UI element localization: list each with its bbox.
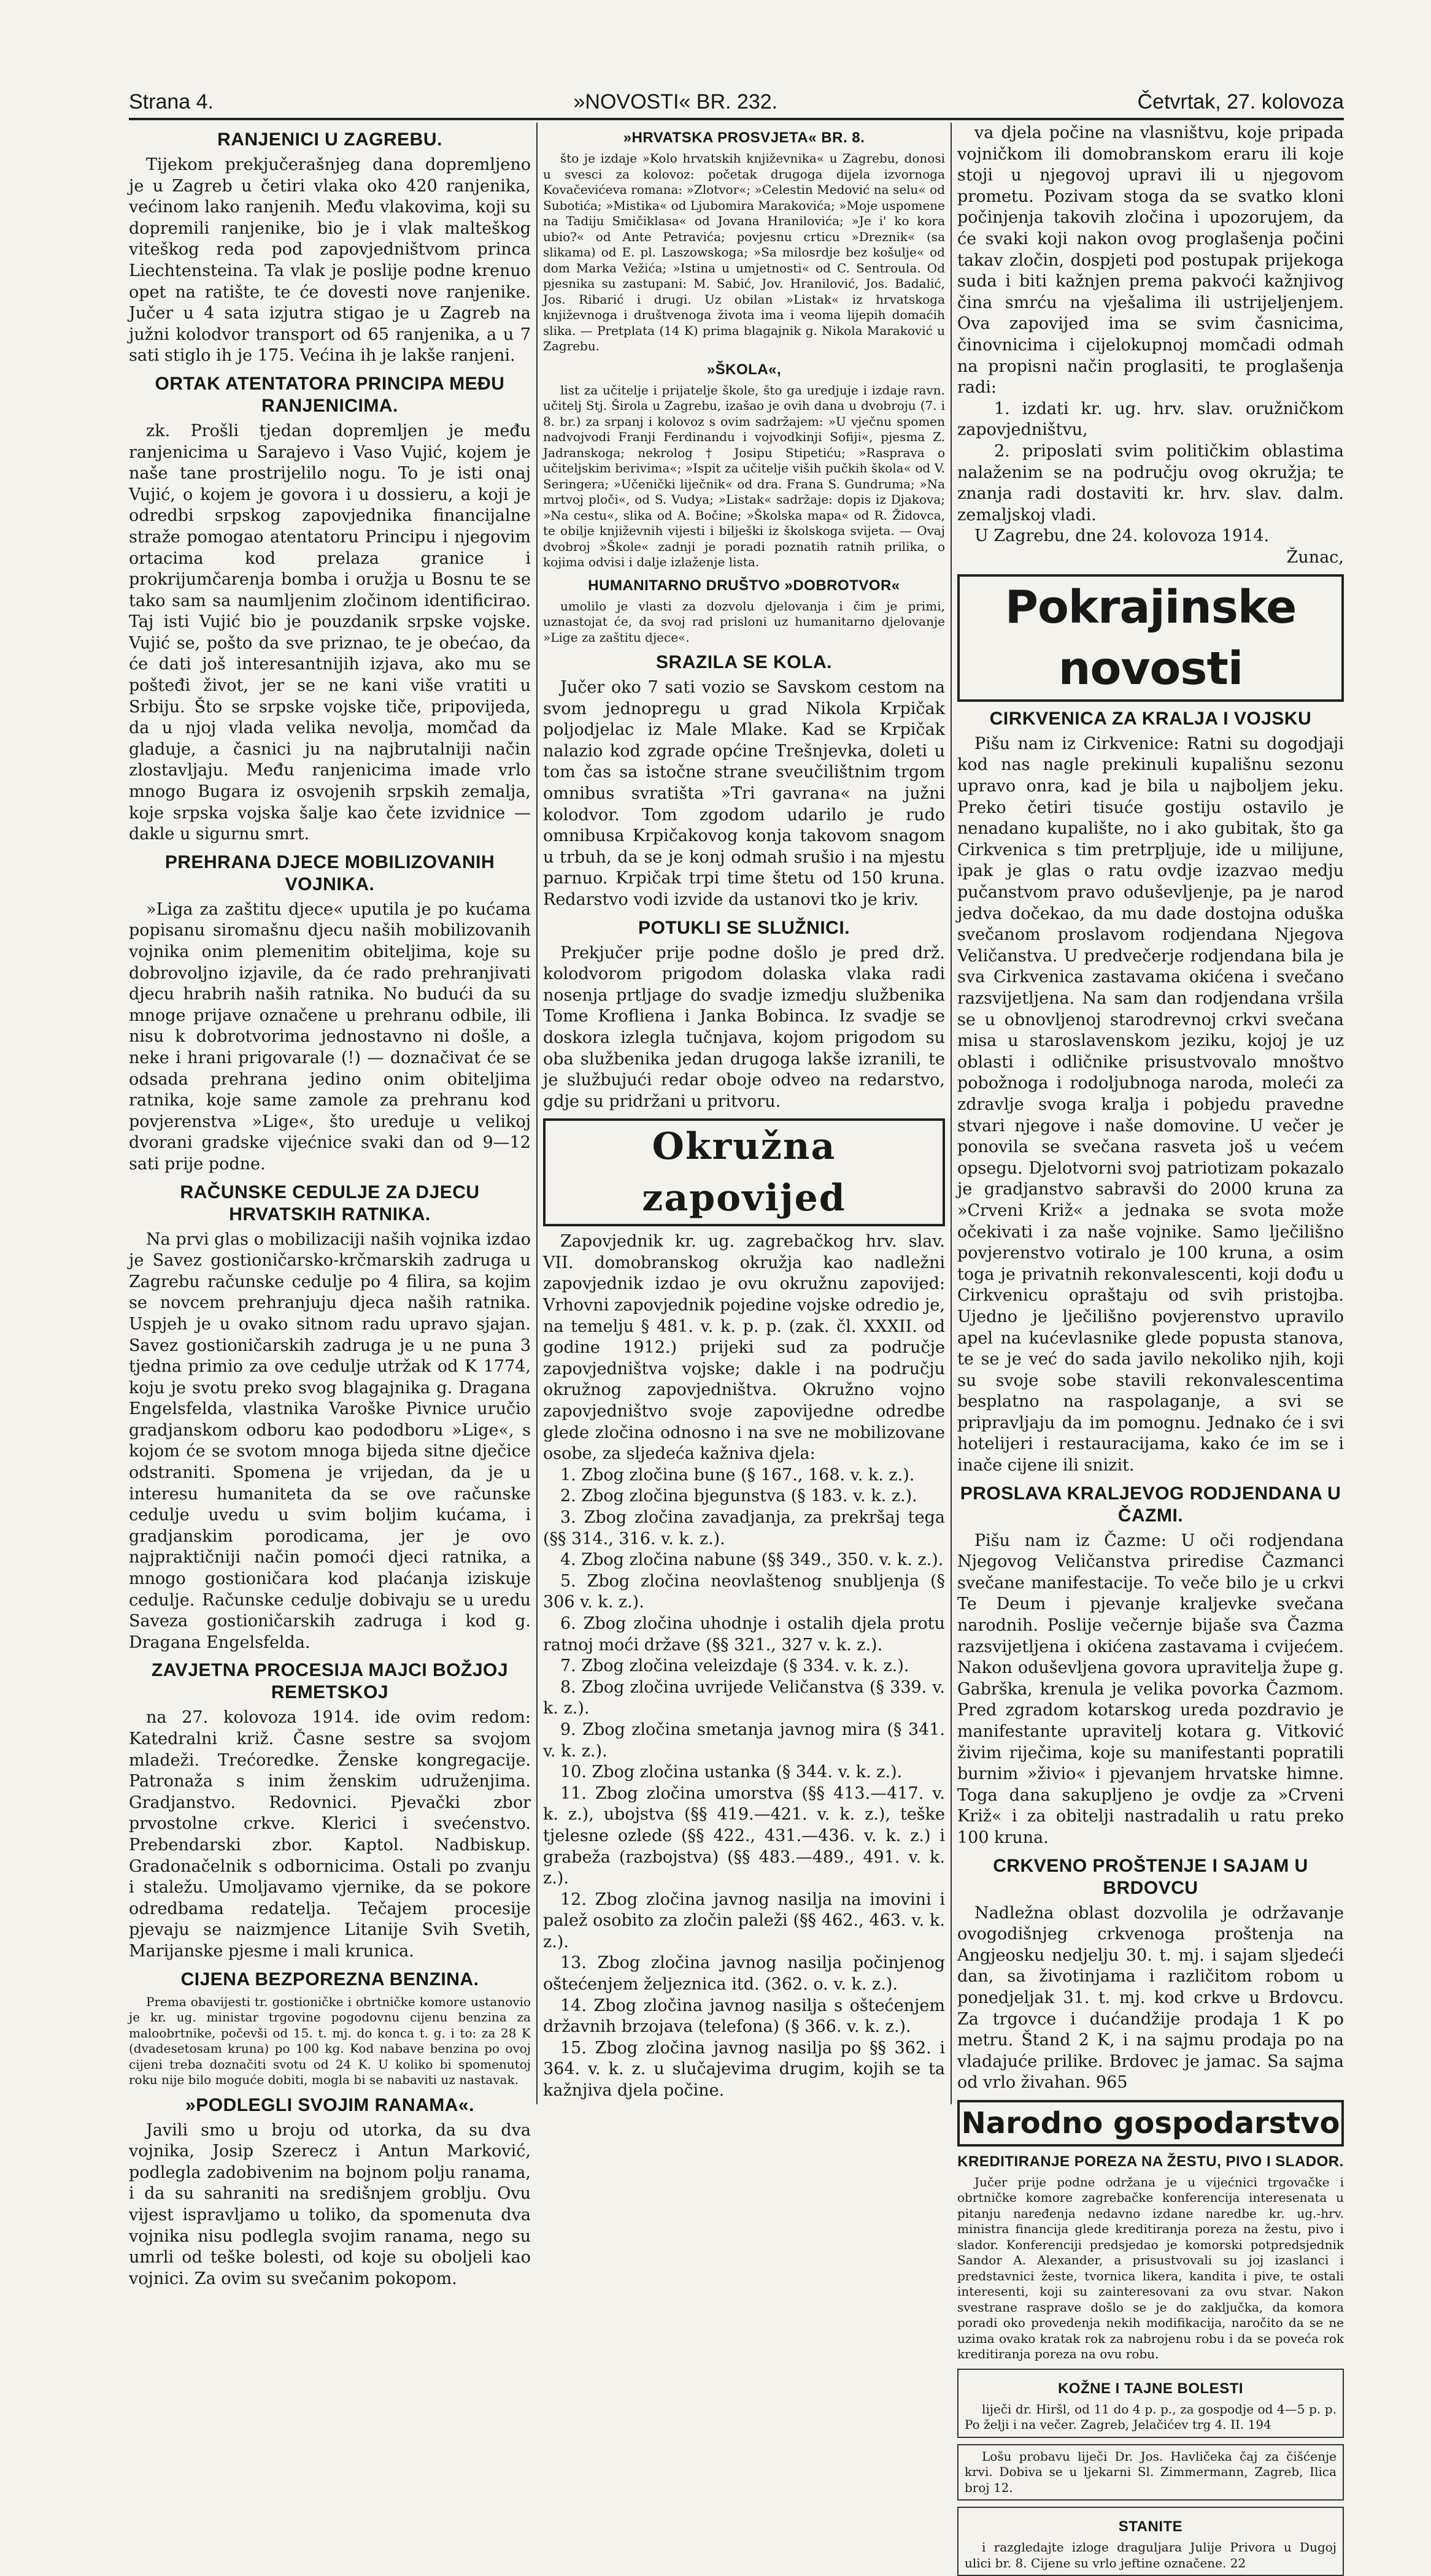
order-list (543, 1465, 945, 2102)
ad-text: liječi dr. Hiršl, od 11 do 4 p. p., za gospodje od 4—5 p. p. Po želji i na večer. Zagreb, Jelačićev trg 4. II. 194 (965, 2401, 1336, 2432)
column-left (129, 123, 531, 2288)
order-item: 6. Zbog zločina uhodnje i ostalih djela protu ratnoj moći države (§§ 321., 327 v. k. z.). (543, 1613, 945, 1655)
order-item: 9. Zbog zločina smetanja javnog mira (§ 341. v. k. z.). (543, 1720, 945, 1761)
headline: »PODLEGLI SVOJIM RANAMA«. (185, 2094, 474, 2115)
column-middle (543, 123, 945, 2104)
article-text: Prekjučer prije podne došlo je pred drž. kolodvorom prigodom dolaska vlaka radi nosenja prtljage do svadje izmedju službenika Tome Krofliena i Janka Bobinca. Iz svadje se doskora izlegla tučnjava, kojom prigodom su oba službenika jedan drugoga lakše izranili, te je službujući redar oboje odveo na redarstvo, gdje su pridržani u pritvoru. (543, 943, 945, 1111)
order-item: 13. Zbog zločina javnog nasilja počinjenog oštećenjem željeznica itd. (362. o. v. k. z.). (543, 1953, 945, 1994)
headline: KREDITIRANJE POREZA NA ŽESTU, PIVO I SLADOR. (957, 2153, 1344, 2170)
signature: Žunac, (1286, 547, 1344, 567)
order-item: 12. Zbog zločina javnog nasilja na imovini i palež osobito za zločin paleži (§§ 462., 463. v. k. z.). (543, 1890, 945, 1951)
article-text: list za učitelje i prijatelje škole, što ga uredjuje i izdaje ravn. učitelj Stj. Širola u Zagrebu, izašao je ovih dana u dvobroju (7. i 8. br.) za srpanj i kolovoz s ovim sadržajem: »U vječnu spomen nadvojvodi Franji Ferdinandu i vojvodkinji Sofiji«, pjesma Z. Jadranskoga; nekrolog † Josipu Stipetiću; »Rasprava o učiteljskim berivima«; »Ispit za učitelje viših pučkih škola« od V. Seringera; »Učenički liječnik« od dra. Frana S. Gundruma; »Na mrtvoj ploči«, od S. Vudya; »Listak« sadržaje: dopis iz Djakova; »Na cestu«, slika od A. Bočine; »Školska mapa« od R. Židovca, te obilje književnih vijesti i bilješki iz školskoga svijeta. — Ovaj dvobroj »Škole« zadnji je poradi poznatih ratnih prilika, o kojima odvisi i dalje izlaženje lista. (543, 382, 945, 569)
headline: CRKVENO PROŠTENJE I SAJAM U BRDOVCU (993, 1855, 1308, 1898)
order-item: 14. Zbog zločina javnog nasilja s oštećenjem državnih brzojava (telefona) (§ 366. v. k. z.). (543, 1996, 945, 2037)
article-text: Tijekom prekjučerašnjeg dana dopremljeno je u Zagreb u četiri vlaka oko 420 ranjenika, većinom lako ranjenih. Među vlakovima, koji su dopremili ranjenike, bio je i vlak malteškog viteškog reda pod zapovjedništvom princa Liechtensteina. Ta vlak je poslije podne krenuo opet na ratište, te će dovesti nove ranjenike. Jučer u 4 sata izjutra stigao je u Zagreb na južni kolodvor transport od 65 ranjenika, a u 7 sati stiglo ih je 175. Većina ih je lakše ranjeni. (129, 155, 531, 366)
article-text: »Liga za zaštitu djece« uputila je po kućama popisanu siromašnu djecu naših mobilizovanih vojnika onim plemenitim obiteljima, koje su dobrovoljno izjavile, da će rado prehranjivati djecu hrabrih naših ratnika. No budući da su mnoge prijave označene u prehranu odbile, ili nisu k dobrotvorima jednostavno ni došle, a neke i hrani prigovarale (!) — doznačivat će se odsada prehrana jedino onim obiteljima ratnika, koje same zamole za prehranu kod povjerenstva »Lige«, što ureduje u velikoj dvorani gradske vijećnice svaki dan od 9—12 sati prije podne. (129, 899, 531, 1174)
column-rule (536, 123, 538, 2104)
article-text: Pišu nam iz Cirkvenice: Ratni su dogodjaji kod nas nagle prekinuli kupališnu sezonu upravo onra, kad je bila u najboljem jeku. Preko četiri tisuće gostiju ostavilo je nenadano kupalište, no i ako gubitak, što ga Cirkvenica s tim pretrpljuje, ide u milijune, ipak je glas o ratu ovdje izazvao medju pučanstvom pravo oduševljenje, pa je narod jedva dočekao, da mu dade dostojna oduška svečanom proslavom rodjendana Njegova Veličanstva. U predvečerje rodjendana bila je sva Cirkvenica zastavama okićena i svečano razsvijetljena. Na sam dan rodjendana vršila se u obnovljenoj starodrevnoj crkvi svečana misa u staroslavenskom jeziku, kojoj je uz oblasti i odličnike prisustvovalo mnoštvo pobožnoga i rodoljubnoga naroda, moleći za zdravlje svoga kralja i pobjedu pravedne stvari njegove i naše domovine. U večer je ponovila se svečana rasveta još u većem opsegu. Djelotvorni svoj patriotizam pokazalo je gradjanstvo sabravši do 2000 kruna za »Crveni Križ« a jednaka se svota može očekivati i za naše vojnike. Samo lječilišno povjerenstvo votiralo je 100 kruna, a osim toga je privatnih rekonvalescenti, koji dođu u Cirkvenicu opraštaju od svih pristojba. Ujedno je lječilišno povjerenstvo upravilo apel na kućevlasnike glede popusta stanova, te se je već do sada javilo nekoliko njih, koji su svoje sobe stavili rekonvalescentima besplatno na raspolaganje, a svi se pripravljaju da im pomognu. Jednako će i svi hotelijeri i restauracijama, kako će im se i inače cijene ili snizit. (957, 734, 1344, 1475)
article-text: va djela počine na vlasništvu, koje pripada vojničkom ili domobranskom eraru ili koje stoji u njegovoj upravi ili u njegovom prometu. Pozivam stoga da se svatko kloni počinjenja takovih zločina i upozorujem, da će svaki koji nakon ovog proglašenja počini takav zločin, dospjeti pod postupak prijekoga suda i biti kažnjen prema pakvoći kažnjivog čina smrću na vješalima ili ustrijeljenjem. Ova zapovijed ima se svim časnicima, činovnicima i cijelokupnoj momčadi odmah na propisni način proglasiti, te proglašenja radi: (957, 123, 1344, 398)
article-text: na 27. kolovoza 1914. ide ovim redom: Katedralni križ. Časne sestre sa svojom mladeži. Trećoredke. Ženske kongregacije. Patronaža s inim ženskim udruženjima. Gradjanstvo. Redovnici. Pjevački zbor prvostolne crkve. Klerici i svećenstvo. Prebendarski zbor. Kaptol. Nadbiskup. Gradonačelnik s odbornicima. Ostali po zvanju i staležu. Umoljavamo vjernike, da se pokore odredbama redatelja. Tečajem procesije pjevaju se naizmjence Litanije Svih Svetih, Marijanske pjesme i mali krunica. (129, 1708, 531, 1961)
order-item: 3. Zbog zločina zavadjanja, za prekršaj tega (§§ 314., 316. v. k. z.). (543, 1508, 945, 1548)
headline: PREHRANA DJECE MOBILIZOVANIH VOJNIKA. (164, 852, 495, 894)
issue-title: »NOVOSTI« BR. 232. (573, 90, 778, 113)
order-item: 1. izdati kr. ug. hrv. slav. oružničkom zapovjedništvu, (957, 399, 1344, 440)
order-item: 15. Zbog zločina javnog nasilja po §§ 362. i 364. v. k. z. u slučajevima drugim, kojih se ta kažnjiva djela počine. (543, 2038, 945, 2101)
headline: RAČUNSKE CEDULJE ZA DJECU HRVATSKIH RATNIKA. (180, 1182, 480, 1225)
ad-title: STANITE (1118, 2518, 1183, 2536)
section-banner: Pokrajinske novosti (957, 574, 1344, 702)
article-text: Prema obavijesti tr. gostioničke i obrtničke komore ustanovio je kr. ug. ministar trgovine pogodovnu cijenu benzina za maloobrtnike, počevši od 15. t. mj. do konca t. g. i to: za 28 K (dvadesetosam kruna) po 100 kg. Kod nabave benzina po ovoj cijeni treba doznačiti svotu od 24 K. U koliko bi spomenutoj roku nije bilo moguće dobiti, mogla bi se nabaviti uz nastavak. (129, 1994, 531, 2088)
page-masthead (129, 80, 1344, 120)
article-text: Jučer oko 7 sati vozio se Savskom cestom na svom jednopregu u grad Nikola Krpičak poljodjelac iz Male Mlake. Kad se Krpičak nalazio kod zgrade općine Trešnjevka, doleti u tom čas sa istočne strane sveučilištnim trgom omnibus svratišta »Tri gavrana« na južni kolodvor. Tom zgodom udarilo je rudo omnibusa Krpičakovog konja takovom snagom u trbuh, da se je konj odmah srušio i na mjestu parnuo. Krpičak trpi time štetu od 150 kruna. Redarstvo vodi izvide da ustanovi tko je kriv. (543, 678, 945, 909)
order-intro: Zapovjednik kr. ug. zagrebačkog hrv. slav. VII. domobranskog okružja kao nadležni zapovjednik izdao je ovu okružnu zapovijed: Vrhovni zapovjednik pojedine vojske odredio je, na temelju § 481. v. k. p. p. (zak. čl. XXXII. od godine 1912.) prijeki sud za područje zapovjedništva vojske; dakle i na području okružnog zapovjedništva. Okružno vojno zapovjedništvo svoje zapovijedne odredbe glede zločina odnosno i na sve ne mobilizovane osobe, za sljedeća kažniva djela: (543, 1232, 945, 1464)
headline: SRAZILA SE KOLA. (656, 652, 832, 672)
advertisement (957, 2369, 1344, 2438)
advertisement (957, 2507, 1344, 2576)
order-place-date: U Zagrebu, dne 24. kolovoza 1914. (974, 526, 1270, 546)
headline: RANJENICI U ZAGREBU. (217, 129, 442, 150)
order-item: 8. Zbog zločina uvrijede Veličanstva (§ 339. v. k. z.). (543, 1677, 945, 1718)
article-text: Pišu nam iz Čazme: U oči rodjendana Njegovog Veličanstva priredise Čazmanci svečane manifestacije. To veče bilo je u crkvi Te Deum i pjevanje kraljevke svečana narodnih. Poslije večernje bijaše sva Čazma razsvijetljena i okićena zastavama i cvijećem. Nakon oduševljena govora upravitelja župe g. Gabrška, krenula je velika povorka Čazmom. Pred zgradom kotarskog ureda pozdravio je manifestante upravitelj kotara g. Vitković živim riječima, koje su manifestanti popratili burnim »živio« i pjevanjem hrvatske himne. Toga dana sakupljeno je ovdje za »Crveni Križ« i za obitelji nastradalih u ratu preko 100 kruna. (957, 1531, 1344, 1847)
advertisement (957, 2444, 1344, 2501)
order-item: 4. Zbog zločina nabune (§§ 349., 350. v. k. z.). (560, 1550, 944, 1570)
article-text: Nadležna oblast dozvolila je održavanje ovogodišnjeg crkvenoga proštenja na Angjeosku nedjelju 30. t. mj. i sajam sljedeći dan, sa životinjama i različitom robom u ponedjeljak 31. t. mj. kod crkve u Brdovcu. Za trgovce i dućandžije prodaja 1 K po metru. Štand 2 K, i na sajmu prodaja po na vladajuće prilike. Brdovec je jamac. Sa sajma od vrlo živahan. 965 (957, 1903, 1344, 2093)
page-number: Strana 4. (129, 90, 214, 113)
ad-text: i razgledajte izloge dragulj​ara Julije Privora u Dugoj ulici br. 8. Cijene su vrlo jeftine označene. 22 (965, 2540, 1336, 2570)
section-banner: Okružna zapovijed (543, 1118, 945, 1226)
headline: ZAVJETNA PROCESIJA MAJCI BOŽJOJ REMETSKOJ (151, 1660, 509, 1703)
column-rule (951, 123, 952, 2104)
issue-date: Četvrtak, 27. kolovoza (1137, 90, 1344, 113)
order-item: 7. Zbog zločina veleizdaje (§ 334. v. k. z.). (560, 1656, 909, 1676)
newspaper-page (129, 80, 1344, 2570)
order-item: 1. Zbog zločina bune (§ 167., 168. v. k. z.). (560, 1465, 915, 1485)
section-banner: Narodno gospodarstvo (957, 2100, 1344, 2147)
ad-title: KOŽNE I TAJNE BOLESTI (1057, 2380, 1244, 2397)
order-item: 10. Zbog zločina ustanka (§ 344. v. k. z.). (560, 1763, 903, 1782)
headline: »HRVATSKA PROSVJETA« BR. 8. (623, 129, 865, 146)
article-text: Javili smo u broju od utorka, da su dva vojnika, Josip Szerecz i Antun Marković, podlegla zadobivenim na bojnom polju ranama, i da su sahraniti na središnjem groblju. Ovu vijest ispravljamo u toliko, da spomenuta dva vojnika nisu podlegla svojim ranama, nego su umrli od teške bolesti, od koje su oboljeli kao vojnici. Za ovim su svečanim pokopom. (129, 2120, 531, 2288)
headline: CIJENA BEZPOREZNA BENZINA. (180, 1969, 479, 1990)
ad-text: Lošu probavu liječi Dr. Jos. Havličeka čaj za čišćenje krvi. Dobiva se u ljekarni Sl. Zimmermann, Zagreb, Ilica broj 12. (965, 2448, 1336, 2495)
headline: »ŠKOLA«, (706, 361, 782, 378)
order-item: 11. Zbog zločina umorstva (§§ 413.—417. v. k. z.), ubojstva (§§ 419.—421. v. k. z.), teške tjelesne ozlede (§§ 422., 431.—436. v. k. z.) i grabeža (razbojstva) (§§ 483.—489., 491. v. k. z.). (543, 1783, 945, 1888)
headline: PROSLAVA KRALJEVOG RODJENDANA U ČAZMI. (960, 1483, 1341, 1526)
article-text: Jučer prije podne održana je u vijećnici trgovačke i obrtničke komore zagrebačke konferencija interesenata u pitanju naređenja nedavno izdane naredbe kr. ug.-hrv. ministra financija glede kreditiranja poreza na žestu, pivo i slador. Konferenciji predsjedao je komorski potpredsjednik Sandor A. Alexander, a prisustvovali su joj izaslanci i predstavnici žeste, tvornica likera, kandita i pive, te ostali interesenti, koji su zainteresovani za ovu stvar. Nakon svestrane rasprave došlo se je do zaključka, da komora poradi oko provedenja nekih modifikacija, naročito da se ne uzima ovako kratak rok za nabrojenu robu i da se poveća rok kreditiranja poreza na ovu robu. (957, 2174, 1344, 2362)
headline: HUMANITARNO DRUŠTVO »DOBROTVOR« (588, 577, 900, 594)
headline: POTUKLI SE SLUŽNICI. (638, 917, 850, 938)
order-item: 2. priposlati svim političkim oblastima nalaženim se na području ovog okružja; te znanja radi dostaviti kr. hrv. slav. dalm. zemaljskoj vladi. (957, 441, 1344, 525)
headline: ORTAK ATENTATORA PRINCIPA MEĐU RANJENICIMA. (155, 373, 505, 416)
headline: CIRKVENICA ZA KRALJA I VOJSKU (989, 708, 1312, 729)
article-text: zk. Prošli tjedan dopremljen je među ranjenicima u Sarajevo i Vaso Vujić, kojem je naše tane prostrijelilo nogu. To je isti onaj Vujić, o kojem je govora i u dossieru, a koji je odredbi srpskog zapovjednika financijalne straže pomogao atentatoru Principu i njegovim ortacima kod prelaza granice i prokrijumčarenja bomba i oružja u Bosnu te se tako sam sa naumljenim zločinom identificirao. Taj isti Vujić bio je pouzdanik srpske vojske. Vujić se, pošto da sve priznao, te je obećao, da će dati još interesantnijih izjava, ako mu se pošteđi život, jer se ne kani više vratiti u Srbiju. Što se srpske vojske tiče, pripovijeda, da u njoj vlada velika nevolja, momčad da gladuje, a časnici ju na najbrutalniji način zlostavljaju. Među ranjenicima imade vrlo mnogo Bugara iz osvojenih srpskih zemalja, koje srpska vojska šalje kao čete izvidnice — dakle u sigurnu smrt. (129, 421, 531, 844)
article-text: Na prvi glas o mobilizaciji naših vojnika izdao je Savez gostioničarsko-krčmarskih zadruga u Zagrebu računske cedulje po 4 filira, sa kojim se novcem prehranjuju djeca naših ratnika. Uspjeh je u ovako sitnom radu upravo sjajan. Savez gostioničarskih zadruga je u ne puna 3 tjedna primio za ove cedulje utržak od K 1774, koju je svotu preko svog blagajnika g. Dragana Engelsfelda, vlastnika Varoške Pivnice uručio gradjanskom odboru kao pododboru »Lige«, s kojom će se svotom mnoga bijeda sitne dječice odstraniti. Spomena je vrijedan, da je u interesu humaniteta da se ove računske cedulje uvedu u svim boljim kućama, i gradjanskim porodicama, jer je ovo najpraktičniji način pomoći djeci ratnika, a mnogo gostioničara kod plaćanja iziskuje cedulje. Računske cedulje dobivaju se u uredu Saveza gostioničarskih zadruga i kod g. Dragana Engelsfelda. (129, 1229, 531, 1652)
order-item: 5. Zbog zločina neovlaštenog snubljenja (§ 306 v. k. z.). (543, 1571, 945, 1612)
article-text: umolilo je vlasti za dozvolu djelovanja i čim je primi, uznastojat će, da svoj rad prisloni uz humanitarno djelovanje »Lige za zaštitu djece«. (543, 598, 945, 645)
article-text: što je izdaje »Kolo hrvatskih književnika« u Zagrebu, donosi u svesci za kolovoz: početak drugoga dijela izvornoga Kovačevićeva romana: »Zlotvor«; »Celestin Medović na selu« od Subotića; »Mistika« od Ljubomira Marakovića; »Moje uspomene na Tadiju Smičiklasa« od Jovana Hranilovića; »Je i' ko kora ubio?« od Ante Petravića; povjesnu crticu »Dreznik« (sa slikama) od E. pl. Laszowskoga; »Sa milosrdje bez košulje« od dom Marka Vežića; »Istina u umjetnosti« od C. Sentroula. Od pjesnika su zastupani: M. Sabić, Jov. Hranilović, Jos. Badalić, Jos. Ribarić i drugi. Uz obilan »Listak« iz hrvatskoga književnoga i društvenoga života ima i veoma lijepih domaćih slika. — Pretplata (14 K) prima blagajnik g. Nikola Maraković u Zagrebu. (543, 151, 945, 353)
order-item: 2. Zbog zločina bjegunstva (§ 183. v. k. z.). (560, 1486, 917, 1506)
column-right (957, 123, 1344, 2570)
